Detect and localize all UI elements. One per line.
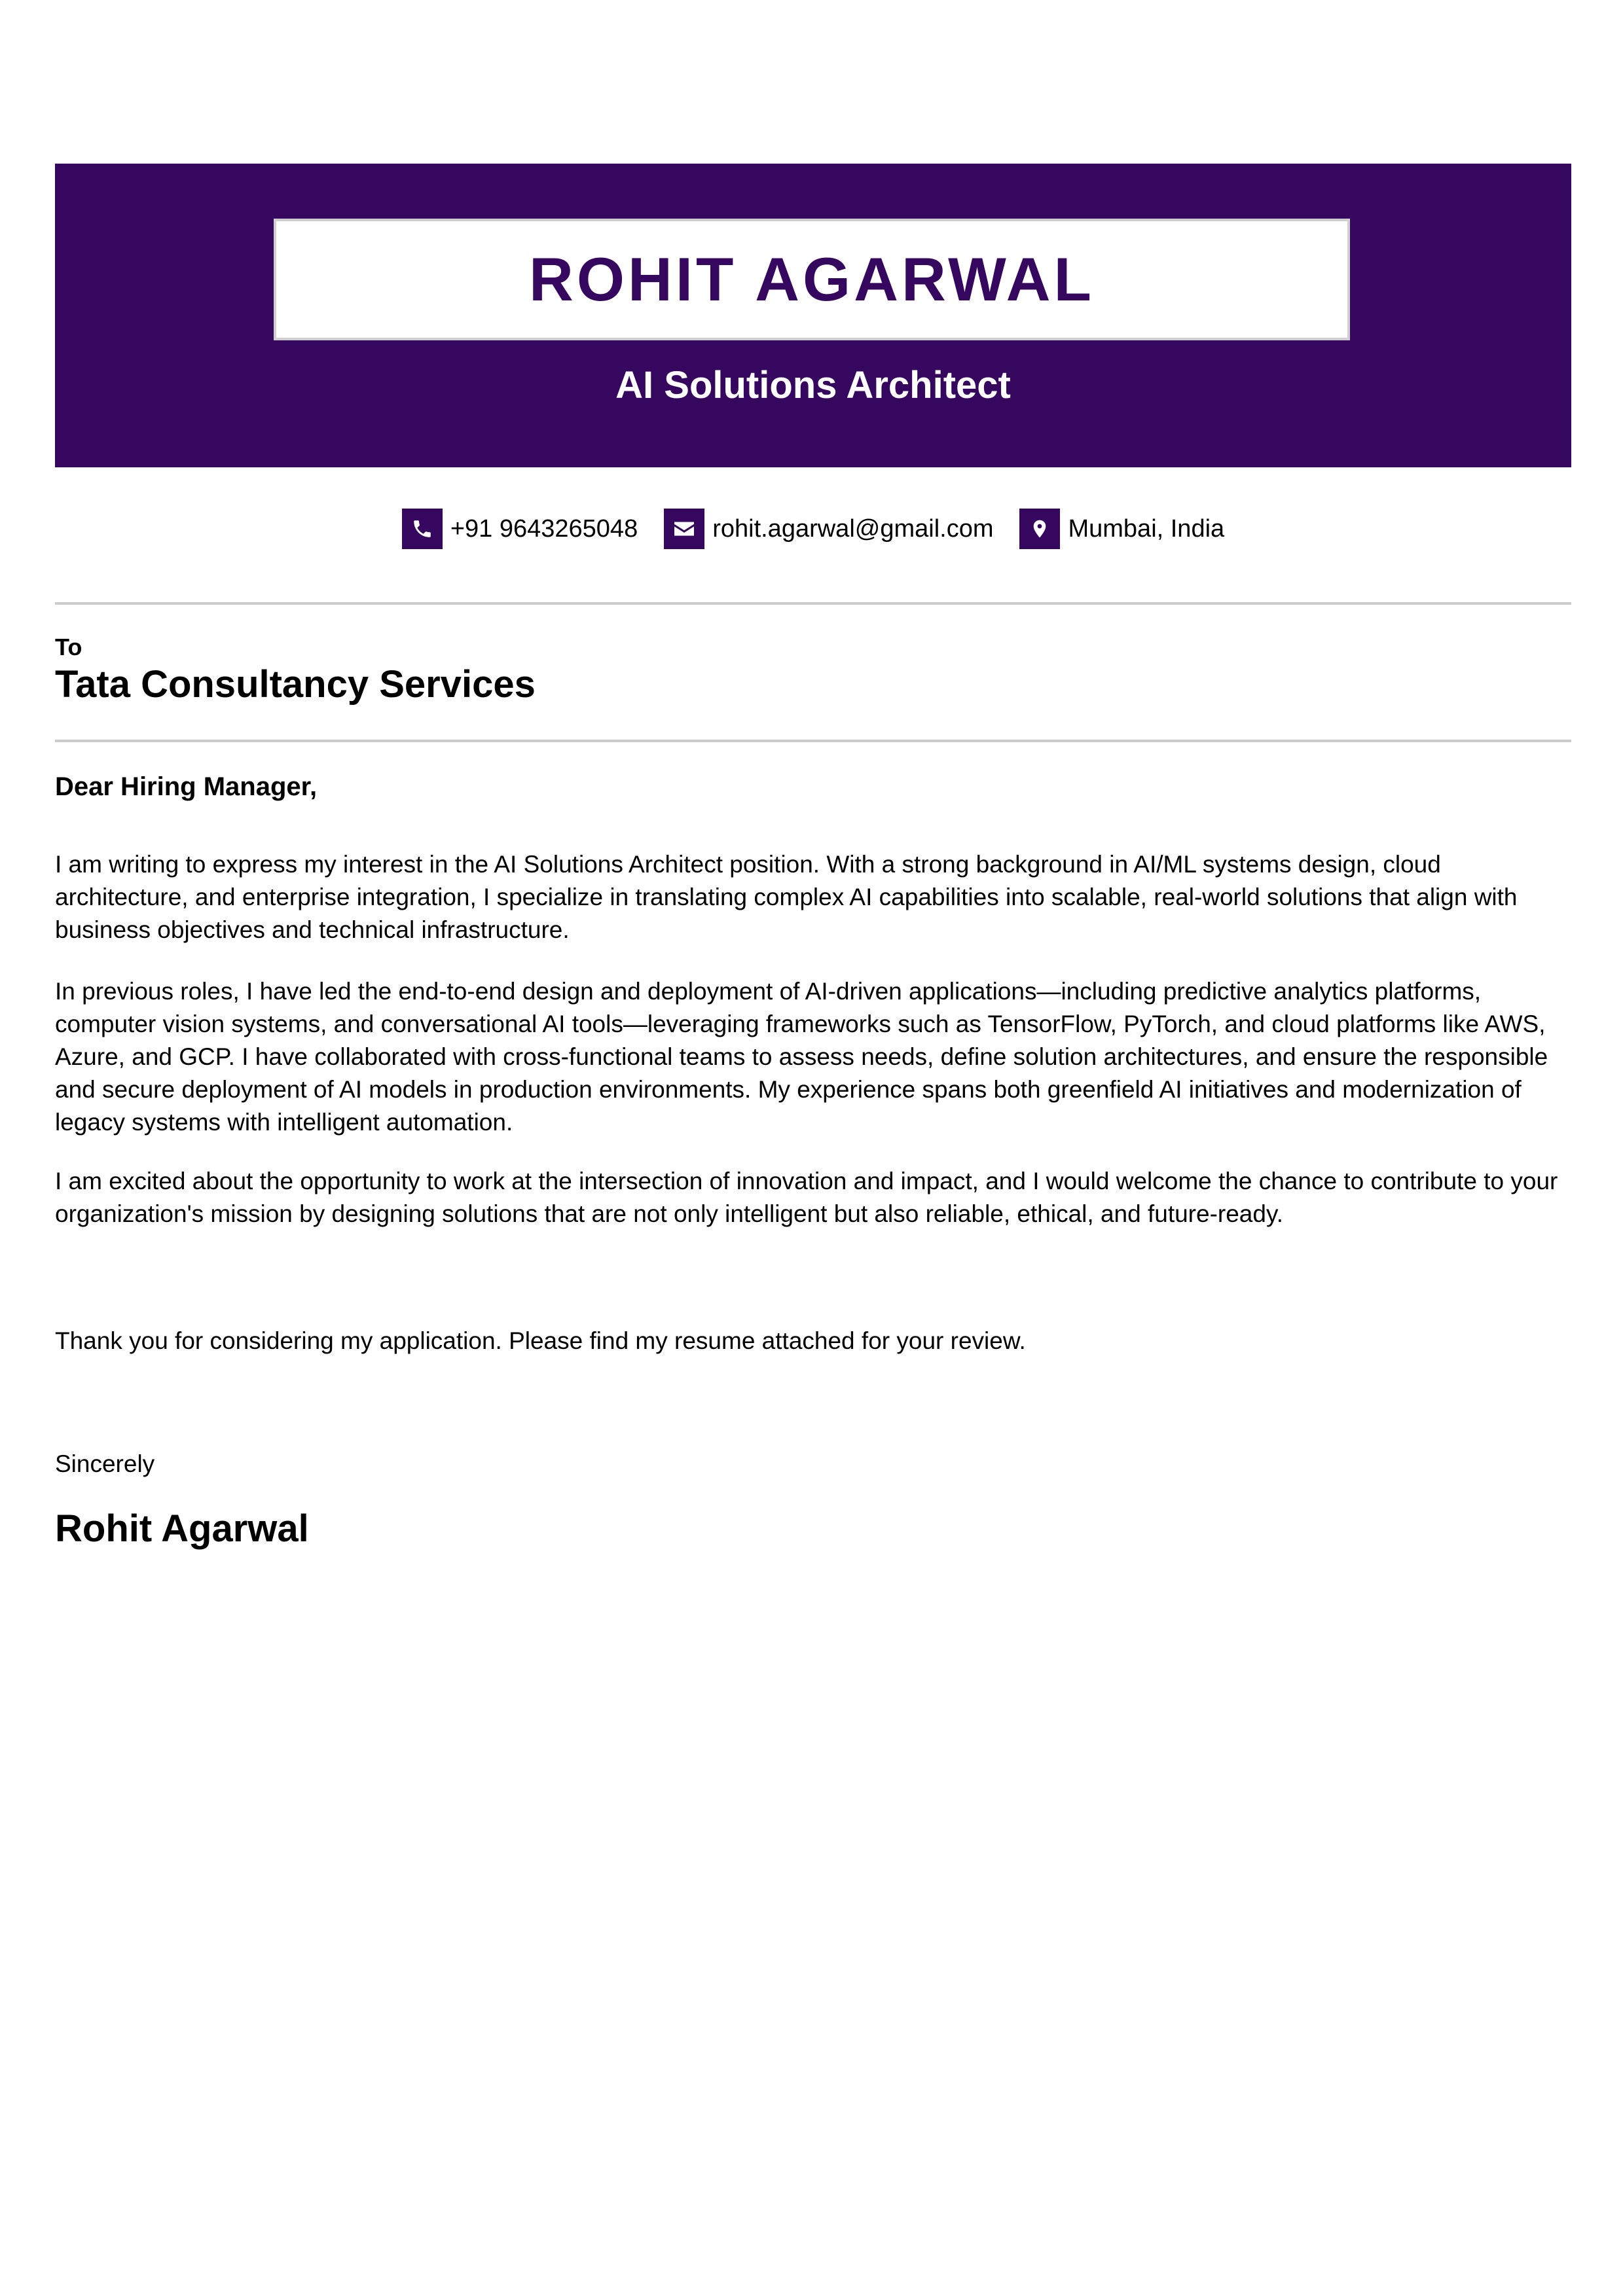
divider-bottom: [55, 740, 1571, 742]
recipient-company: Tata Consultancy Services: [55, 663, 536, 706]
applicant-name: ROHIT AGARWAL: [529, 245, 1095, 314]
header-band: [55, 164, 1571, 467]
job-title: AI Solutions Architect: [615, 364, 1011, 406]
to-label: To: [55, 634, 82, 660]
name-box: [274, 219, 1350, 340]
signature-name: Rohit Agarwal: [55, 1507, 309, 1550]
phone-number[interactable]: +91 9643265048: [450, 514, 638, 543]
salutation: Dear Hiring Manager,: [55, 772, 318, 801]
envelope-icon: [664, 509, 704, 549]
divider-top: [55, 602, 1571, 605]
closing: Sincerely: [55, 1450, 155, 1477]
letter-paragraph-3: I am excited about the opportunity to work at the intersection of innovation and impact, and I would welcome the chance to contribute to your organization's mission by designing solutions that are not only intelligent but also reliable, ethical, and future-ready.: [55, 1168, 1558, 1227]
letter-paragraph-2: In previous roles, I have led the end-to-end design and deployment of AI-driven applications—including predictive analytics platforms, computer vision systems, and conversational AI tools—leveraging frameworks such as TensorFlow, PyTorch, and cloud platforms like AWS, Azure, and GCP. I have collaborated with cross-functional teams to assess needs, define solution architectures, and ensure the responsible and secure deployment of AI models in production environments. My experience spans both greenfield AI initiatives and modernization of legacy systems with intelligent automation.: [55, 978, 1548, 1136]
contact-row: [55, 508, 1571, 550]
location-text: Mumbai, India: [1068, 514, 1225, 543]
letter-paragraph-4: Thank you for considering my application. Please find my resume attached for your review.: [55, 1327, 1026, 1354]
email-address[interactable]: rohit.agarwal@gmail.com: [712, 514, 994, 543]
contact-email: [664, 509, 993, 549]
contact-phone: [402, 509, 638, 549]
map-pin-icon: [1019, 509, 1060, 549]
contact-location: [1019, 509, 1224, 549]
cover-letter-page: [55, 164, 1571, 1550]
letter-paragraph-1: I am writing to express my interest in the AI Solutions Architect position. With a strong background in AI/ML systems design, cloud architecture, and enterprise integration, I specialize in translating complex AI capabilities into scalable, real-world solutions that align with business objectives and technical infrastructure.: [55, 851, 1518, 943]
phone-icon: [402, 509, 443, 549]
